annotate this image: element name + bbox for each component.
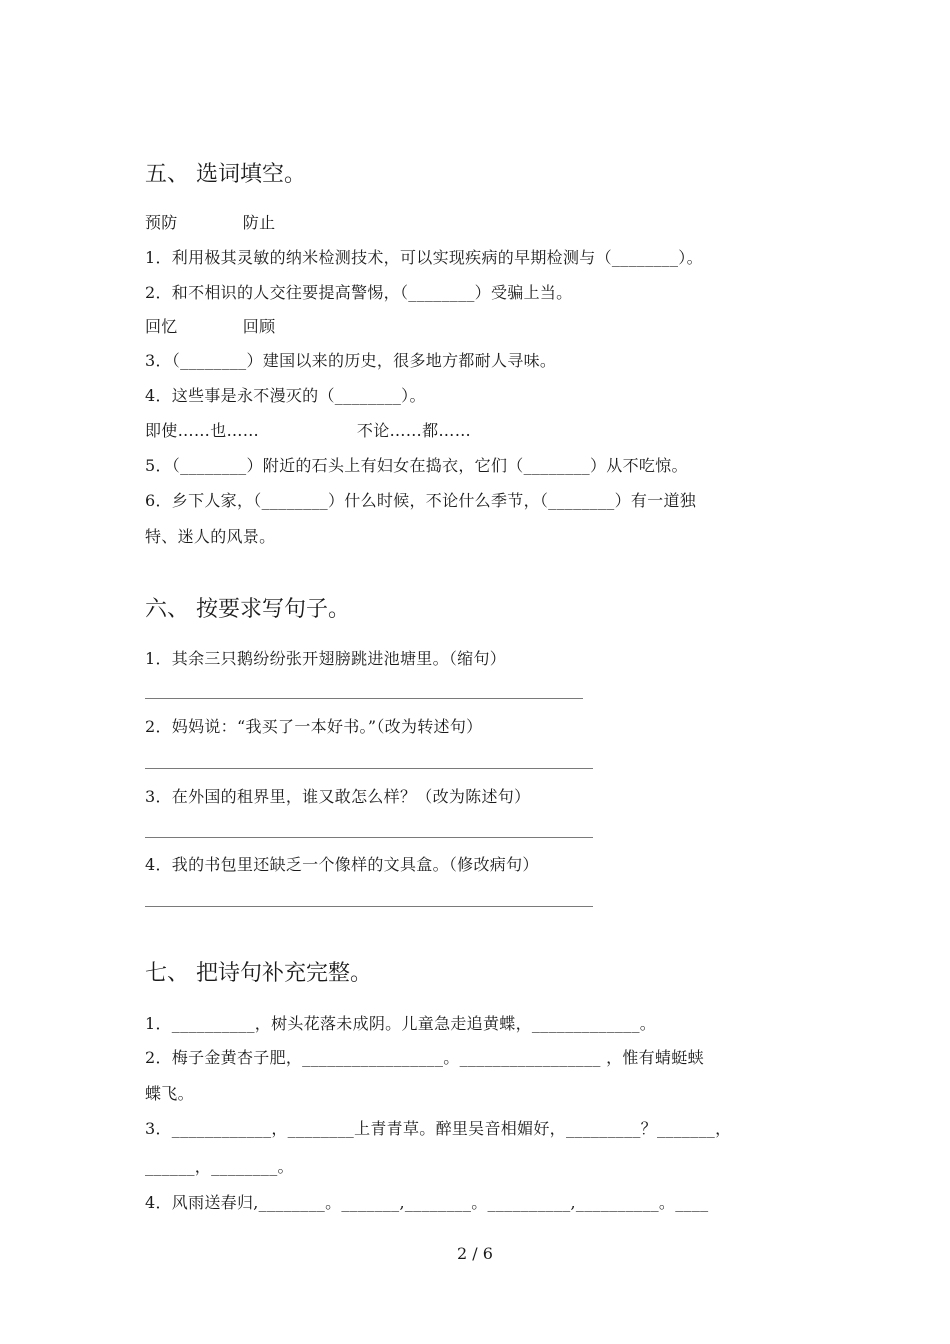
section5-heading: 五、 选词填空。: [145, 162, 306, 187]
question-5-3: 3．（________）建国以来的历史，很多地方都耐人寻味。: [145, 351, 557, 370]
answer-line-6-2[interactable]: [145, 768, 593, 769]
question-5-2: 2．和不相识的人交往要提高警惕，（________）受骗上当。: [145, 283, 573, 302]
question-6-2: 2．妈妈说：“我买了一本好书。”（改为转述句）: [145, 717, 483, 736]
question-6-3: 3．在外国的租界里，谁又敢怎么样？（改为陈述句）: [145, 787, 531, 806]
question-5-5: 5．（________）附近的石头上有妇女在捣衣，它们（________）从不吃惊。: [145, 456, 688, 475]
word-choice-group-3: 即使……也…… 不论……都……: [145, 421, 472, 440]
answer-line-6-3[interactable]: [145, 837, 593, 838]
question-7-3-line1: 3．____________，________上青青草。醉里吴音相媚好，_________？_______，: [145, 1119, 732, 1138]
question-6-4: 4．我的书包里还缺乏一个像样的文具盒。（修改病句）: [145, 855, 539, 874]
question-5-6-line2: 特、迷人的风景。: [145, 527, 276, 546]
question-5-1: 1．利用极其灵敏的纳米检测技术，可以实现疾病的早期检测与（________）。: [145, 248, 703, 267]
section7-heading: 七、 把诗句补充完整。: [145, 961, 372, 986]
question-7-2-line1: 2．梅子金黄杏子肥，_________________。_________________ ，惟有蜻蜓蛱: [145, 1048, 704, 1067]
question-7-1: 1．__________，树头花落未成阴。儿童急走追黄蝶，_____________。: [145, 1014, 657, 1033]
word-choice-group-2: 回忆 回顾: [145, 317, 276, 336]
word-choice-group-1: 预防 防止: [145, 213, 276, 232]
question-7-4: 4．风雨送春归,________。_______,________。__________,__________。____: [145, 1193, 709, 1212]
answer-line-6-1[interactable]: [145, 698, 583, 699]
question-5-4: 4．这些事是永不漫灭的（________）。: [145, 386, 426, 405]
question-5-6-line1: 6．乡下人家，（________）什么时候，不论什么季节，（________）有一道独: [145, 491, 697, 510]
section6-heading: 六、 按要求写句子。: [145, 597, 350, 622]
question-7-2-line2: 蝶飞。: [145, 1084, 194, 1103]
question-7-3-line2: ______，________。: [145, 1157, 294, 1176]
answer-line-6-4[interactable]: [145, 906, 593, 907]
page-number: 2 / 6: [457, 1244, 493, 1263]
question-6-1: 1．其余三只鹅纷纷张开翅膀跳进池塘里。（缩句）: [145, 649, 507, 668]
